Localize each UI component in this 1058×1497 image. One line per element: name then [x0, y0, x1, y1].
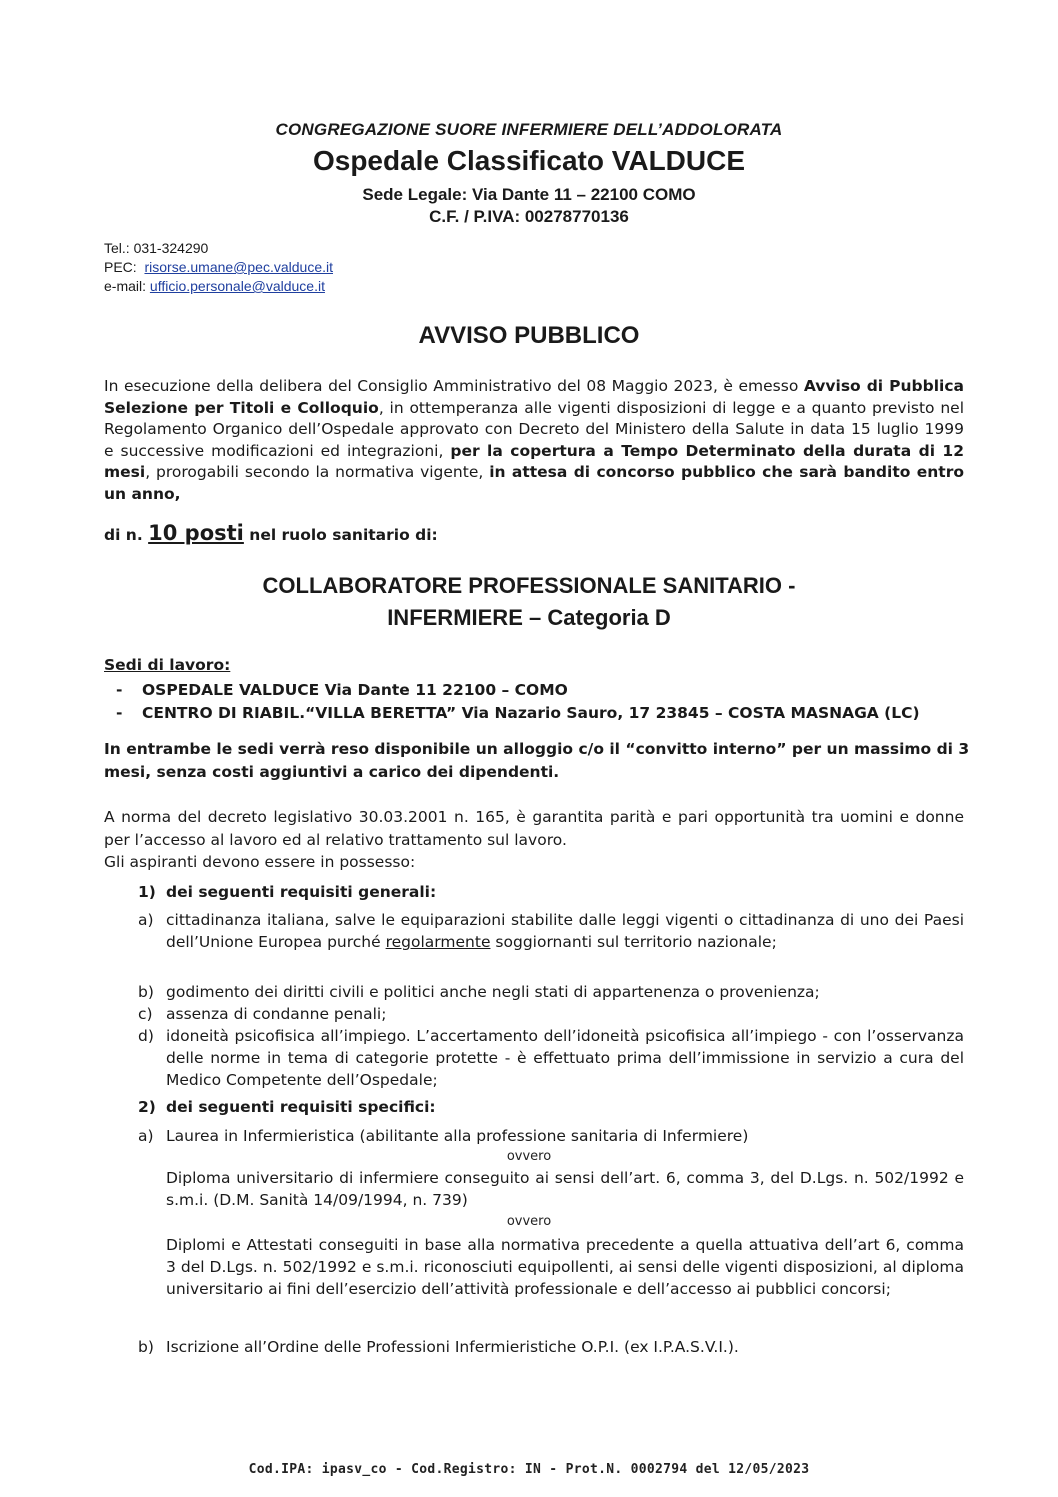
ovvero-separator: ovvero — [506, 1214, 552, 1229]
item-alternative: Diploma universitario di infermiere conseguito ai sensi dell’art. 6, comma 3, del D.Lgs. n. 502/1992 e s.m.i. (D.M. Sanità 14/09/1994, n. 739) — [166, 1169, 964, 1209]
item-text: Laurea in Infermieristica (abilitante alla professione sanitaria di Infermiere) — [166, 1127, 749, 1145]
posti-line — [104, 521, 438, 545]
list-item — [138, 1003, 964, 1025]
tax-code: C.F. / P.IVA: 00278770136 — [429, 207, 629, 226]
ovvero-separator: ovvero — [506, 1149, 552, 1164]
tel-label: Tel.: — [104, 240, 130, 256]
email-link[interactable]: ufficio.personale@valduce.it — [149, 278, 325, 294]
intro-text-3: , prorogabili secondo la normativa vigente, — [145, 463, 484, 481]
list-dash: - — [116, 704, 123, 722]
item-label: c) — [138, 1005, 153, 1023]
contacts-block — [104, 239, 333, 296]
sede-text: OSPEDALE VALDUCE Via Dante 11 22100 – COMO — [142, 681, 568, 699]
item-text: assenza di condanne penali; — [166, 1005, 387, 1023]
item-text-underlined: regolarmente — [385, 933, 491, 951]
aspiranti-line: Gli aspiranti devono essere in possesso: — [104, 853, 416, 871]
list-item — [138, 909, 964, 953]
hospital-name: Ospedale Classificato VALDUCE — [312, 145, 746, 176]
item-text-part: soggiornanti sul territorio nazionale; — [495, 933, 777, 951]
intro-bold-1: Avviso di Pubblica Selezione per Titoli e Colloquio — [104, 377, 964, 417]
item-label: b) — [138, 983, 154, 1001]
registered-office: Sede Legale: Via Dante 11 – 22100 COMO — [362, 185, 696, 204]
sede-text: CENTRO DI RIABIL.“VILLA BERETTA” Via Nazario Sauro, 17 23845 – COSTA MASNAGA (LC) — [142, 704, 920, 722]
section-heading: dei seguenti requisiti generali: — [166, 883, 437, 901]
intro-paragraph — [104, 376, 964, 505]
list-item — [138, 1336, 964, 1358]
item-text — [166, 909, 964, 953]
congregation-name: CONGREGAZIONE SUORE INFERMIERE DELL’ADDOLORATA — [275, 120, 783, 139]
list-item — [138, 981, 964, 1003]
email-line — [104, 277, 333, 296]
section-number: 2) — [138, 1098, 156, 1116]
list-item — [138, 1025, 964, 1091]
item-text-part: cittadinanza italiana, salve le equiparazioni stabilite dalle leggi vigenti o cittadinanza di uno dei Paesi dell’Unione Europea purché — [166, 911, 964, 951]
protocol-footer: Cod.IPA: ipasv_co - Cod.Registro: IN - Prot.N. 0002794 del 12/05/2023 — [248, 1462, 810, 1477]
intro-bold-2: per la copertura a Tempo Determinato della durata di 12 mesi — [104, 441, 964, 481]
role-title-line1: COLLABORATORE PROFESSIONALE SANITARIO - — [262, 573, 796, 598]
list-item — [138, 1125, 964, 1147]
item-text: Iscrizione all’Ordine delle Professioni Infermieristiche O.P.I. (ex I.P.A.S.V.I.). — [166, 1338, 739, 1356]
pec-link[interactable]: risorse.umane@pec.valduce.it — [144, 259, 333, 275]
pec-line — [104, 258, 333, 277]
section-heading: dei seguenti requisiti specifici: — [166, 1098, 436, 1116]
tel-number: 031-324290 — [133, 240, 209, 256]
sede-item — [116, 704, 920, 722]
intro-bold-3: in attesa di concorso pubblico che sarà bandito entro un anno, — [104, 463, 964, 503]
item-alternative: Diplomi e Attestati conseguiti in base alla normativa precedente a quella attuativa dell’art 6, comma 3 del D.Lgs. n. 502/1992 e s.m.i. riconosciuti equipollenti, ai sensi delle vigenti disposizioni, al diploma universitario ai fini dell’esercizio dell’attività professionale e dell’accesso ai pubblici concorsi; — [166, 1236, 964, 1298]
sedi-heading: Sedi di lavoro: — [104, 656, 231, 674]
section-number: 1) — [138, 883, 156, 901]
posti-pre: di n. — [104, 526, 143, 544]
sede-item — [116, 681, 568, 699]
intro-text-1: In esecuzione della delibera del Consiglio Amministrativo del 08 Maggio 2023, è emesso — [104, 377, 799, 395]
item-label: a) — [138, 911, 154, 929]
parita-paragraph: A norma del decreto legislativo 30.03.2001 n. 165, è garantita parità e pari opportunità tra uomini e donne per l’accesso al lavoro ed al relativo trattamento sul lavoro. — [104, 808, 964, 849]
posti-post: nel ruolo sanitario di: — [249, 526, 438, 544]
email-label: e-mail: — [104, 278, 147, 294]
section-requisiti-specifici — [138, 1098, 436, 1116]
item-label: d) — [138, 1027, 154, 1045]
posti-number: 10 posti — [148, 521, 244, 545]
tel-line — [104, 239, 333, 258]
intro-text-2: , in ottemperanza alle vigenti disposizioni di legge e a quanto previsto nel Regolamento Organico dell’Ospedale approvato con Decreto del Ministero della Salute in data 15 luglio 1999 e successive modificazioni ed integrazioni, — [104, 398, 965, 460]
item-label: a) — [138, 1127, 154, 1145]
notice-title: AVVISO PUBBLICO — [418, 322, 640, 349]
pec-label: PEC: — [104, 259, 137, 275]
item-text: godimento dei diritti civili e politici anche negli stati di appartenenza o provenienza; — [166, 983, 820, 1001]
list-dash: - — [116, 681, 123, 699]
section-requisiti-generali — [138, 883, 436, 901]
item-label: b) — [138, 1338, 154, 1356]
role-title-line2: INFERMIERE – Categoria D — [387, 605, 671, 630]
item-text: idoneità psicofisica all’impiego. L’accertamento dell’idoneità psicofisica all’impiego - con l’osservanza delle norme in tema di categorie protette - è effettuato prima dell’immissione in servizio a cura del Medico Competente dell’Ospedale; — [166, 1027, 964, 1089]
alloggio-notice: In entrambe le sedi verrà reso disponibile un alloggio c/o il “convitto interno” per un massimo di 3 mesi, senza costi aggiuntivi a carico dei dipendenti. — [104, 740, 970, 781]
